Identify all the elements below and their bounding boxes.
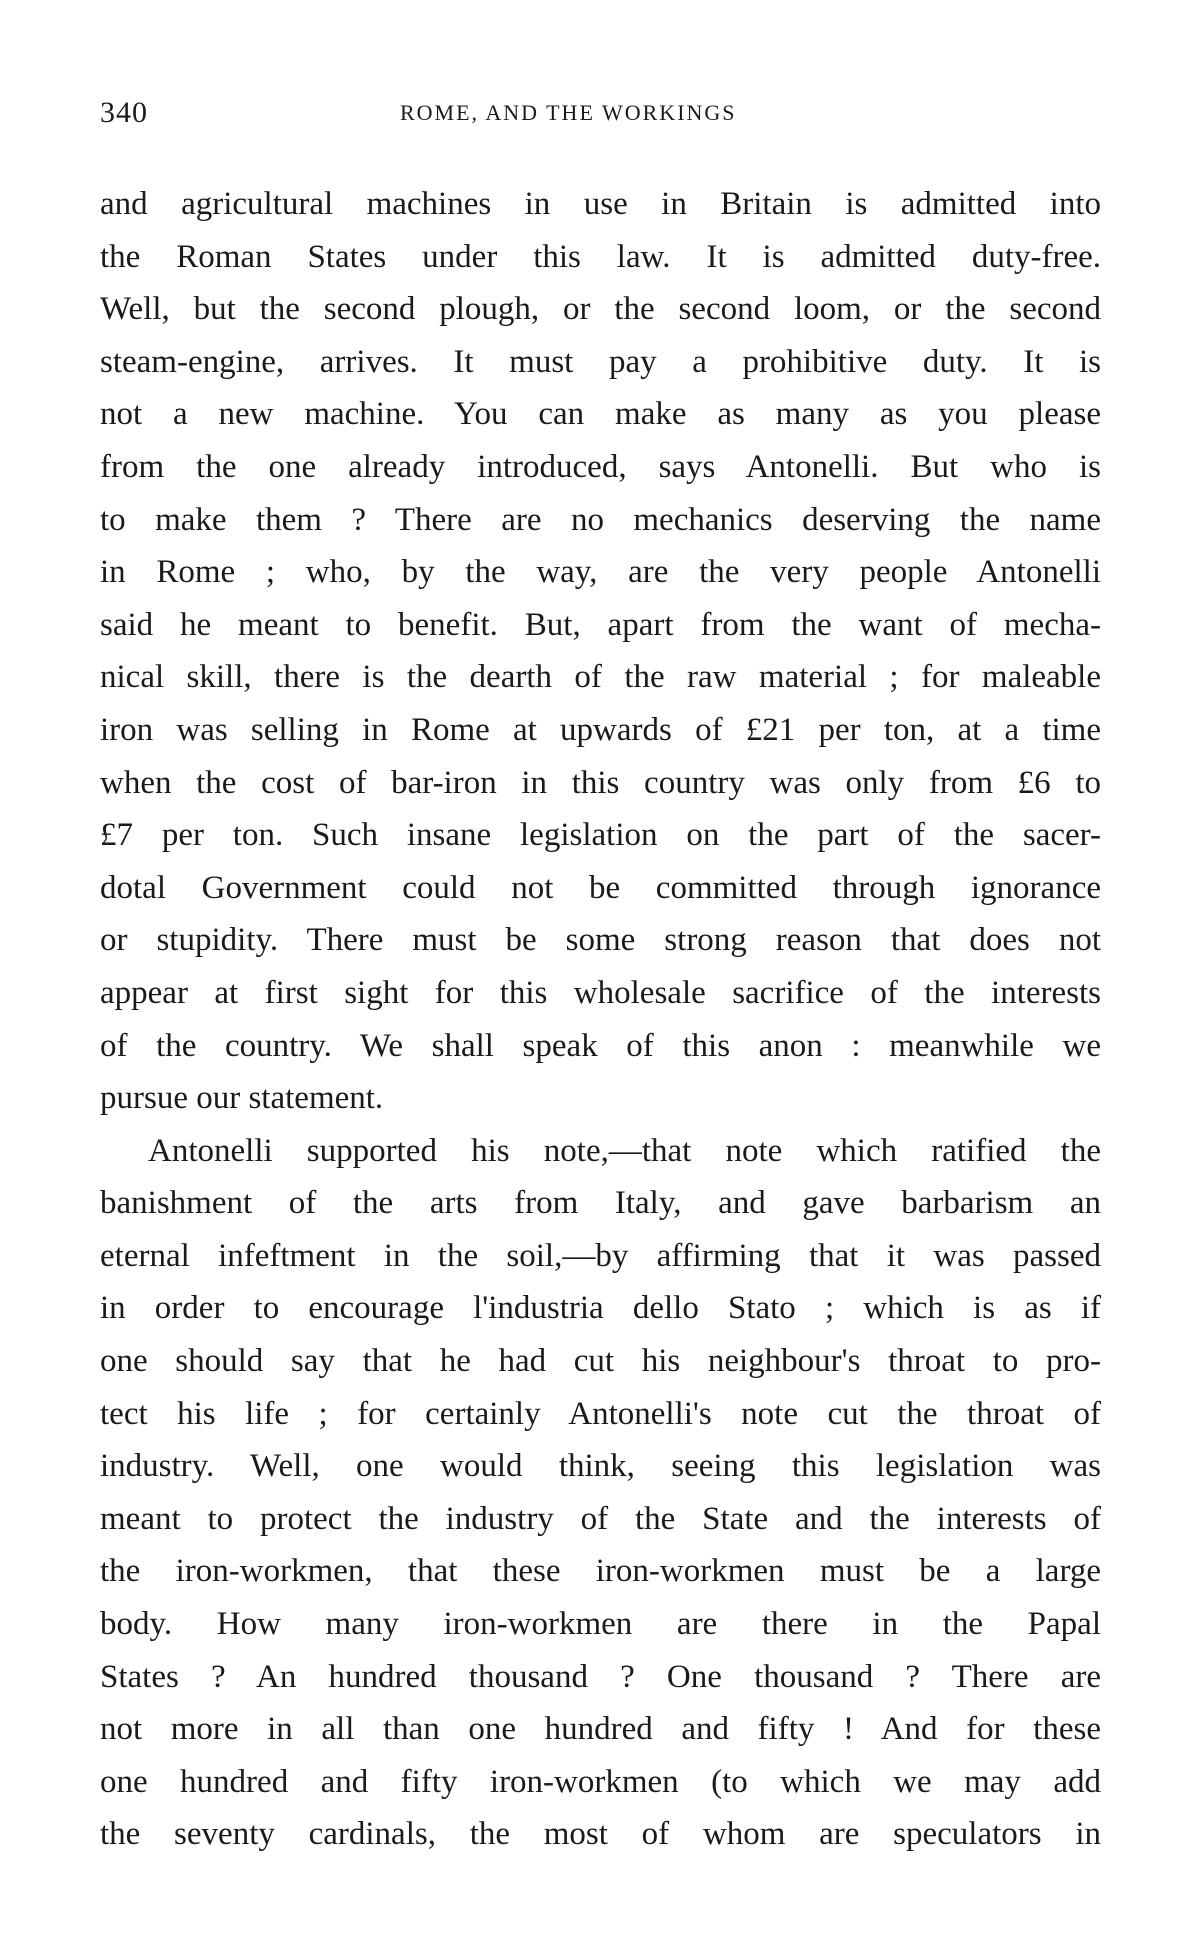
text-line: £7 per ton. Such insane legislation on the part of the sacer- [100,817,1101,854]
text-line: not more in all than one hundred and fifty ! And for these [100,1711,1101,1748]
text-line: not a new machine. You can make as many as you please [100,396,1101,433]
text-line: in Rome ; who, by the way, are the very people Antonelli [100,554,1101,591]
text-line: when the cost of bar-iron in this country was only from £6 to [100,764,1101,801]
text-line: States ? An hundred thousand ? One thousand ? There are [100,1658,1101,1695]
text-line: the seventy cardinals, the most of whom are speculators in [100,1816,1101,1853]
text-line: iron was selling in Rome at upwards of £21 per ton, at a time [100,711,1101,748]
text-line: pursue our statement. [100,1080,384,1117]
text-line: of the country. We shall speak of this anon : meanwhile we [100,1027,1101,1064]
text-line: appear at first sight for this wholesale sacrifice of the interests [100,974,1101,1011]
text-line: industry. Well, one would think, seeing this legislation was [100,1448,1101,1485]
text-line: nical skill, there is the dearth of the raw material ; for maleable [100,659,1101,696]
text-line: dotal Government could not be committed through ignorance [100,869,1101,906]
text-line: banishment of the arts from Italy, and gave barbarism an [100,1185,1101,1222]
text-line: or stupidity. There must be some strong reason that does not [100,922,1101,959]
text-line: from the one already introduced, says Antonelli. But who is [100,448,1101,485]
text-line: to make them ? There are no mechanics deserving the name [100,501,1101,538]
text-line: the Roman States under this law. It is admitted duty-free. [100,238,1101,275]
text-line: Antonelli supported his note,—that note which ratified the [148,1132,1101,1169]
text-line: body. How many iron-workmen are there in the Papal [100,1606,1101,1643]
text-line: in order to encourage l'industria dello Stato ; which is as if [100,1290,1101,1327]
text-line: Well, but the second plough, or the second loom, or the second [100,291,1101,328]
body-text [100,178,1101,1861]
text-line: one hundred and fifty iron-workmen (to which we may add [100,1763,1101,1800]
text-line: the iron-workmen, that these iron-workmen must be a large [100,1553,1101,1590]
page-number: 340 [100,96,148,129]
text-line: one should say that he had cut his neighbour's throat to pro- [100,1343,1101,1380]
text-line: meant to protect the industry of the State and the interests of [100,1500,1101,1537]
text-line: steam-engine, arrives. It must pay a prohibitive duty. It is [100,343,1101,380]
text-line: eternal infeftment in the soil,—by affirming that it was passed [100,1237,1101,1274]
text-line: said he meant to benefit. But, apart from the want of mecha- [100,606,1101,643]
page-header [100,96,1100,136]
text-line: tect his life ; for certainly Antonelli's note cut the throat of [100,1395,1101,1432]
running-head: ROME, AND THE WORKINGS [400,100,737,125]
text-line: and agricultural machines in use in Britain is admitted into [100,186,1101,222]
